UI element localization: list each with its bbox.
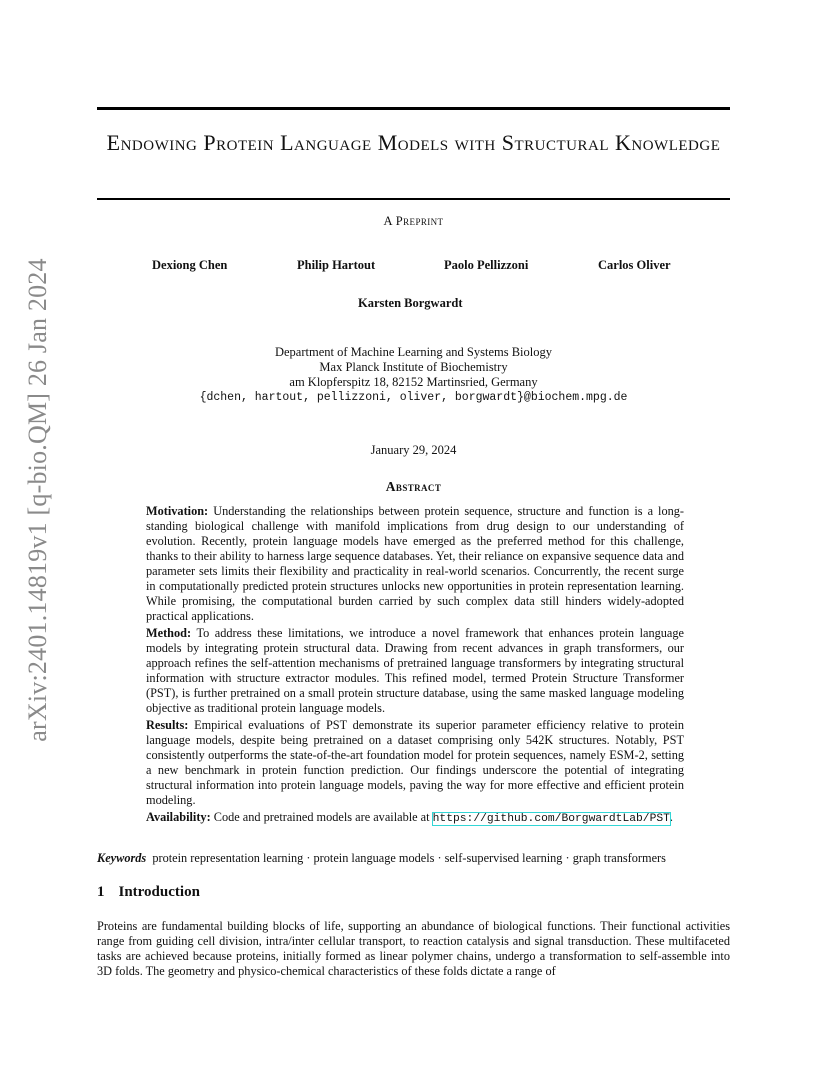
title-rule-top bbox=[97, 107, 730, 110]
author-5: Karsten Borgwardt bbox=[358, 296, 463, 310]
affiliation bbox=[97, 345, 730, 405]
method-text: To address these limitations, we introduce a novel framework that enhances protein language models by integrating protein structural data. Drawing from recent advances in graph transformers, our approach refines the self-attention mechanisms of pretrained language transformers by integrating structural information with structure extractor modules. This refined model, termed Protein Structure Transformer (PST), is further pretrained on a small protein structure database, using the same masked language modeling objective as traditional protein language models. bbox=[146, 626, 684, 715]
availability-end: . bbox=[669, 810, 673, 824]
abstract-motivation bbox=[146, 504, 684, 624]
results-label: Results: bbox=[146, 718, 189, 732]
author-3: Paolo Pellizzoni bbox=[444, 258, 529, 272]
paper-title: Endowing Protein Language Models with Structural Knowledge bbox=[106, 130, 721, 155]
availability-label: Availability: bbox=[146, 810, 211, 824]
keywords bbox=[97, 851, 737, 866]
results-text: Empirical evaluations of PST demonstrate its superior parameter efficiency relative to protein language models, despite being pretrained on a dataset comprising only 542K structures. Notably, PST consistently outperforms the state-of-the-art foundation model for protein sequences, namely ESM-2, setting a new benchmark in protein function prediction. Our findings underscore the potential of integrating structural information into protein language models, paving the way for more effective and efficient protein modeling. bbox=[146, 718, 684, 807]
abstract-results bbox=[146, 718, 684, 808]
title-rule-bottom bbox=[97, 198, 730, 200]
section-number: 1 bbox=[97, 884, 105, 900]
affiliation-institute: Max Planck Institute of Biochemistry bbox=[319, 360, 508, 374]
availability-text: Code and pretrained models are available at bbox=[213, 810, 430, 824]
section-heading-introduction bbox=[97, 884, 200, 901]
author-2: Philip Hartout bbox=[297, 258, 376, 272]
method-label: Method: bbox=[146, 626, 192, 640]
github-link[interactable]: https://github.com/BorgwardtLab/PST bbox=[432, 813, 670, 825]
abstract-method bbox=[146, 626, 684, 716]
author-1: Dexiong Chen bbox=[152, 258, 228, 272]
keywords-text: protein representation learning · protein language models · self-supervised learning · graph transformers bbox=[152, 851, 666, 865]
affiliation-address: am Klopferspitz 18, 82152 Martinsried, Germany bbox=[289, 375, 538, 389]
motivation-label: Motivation: bbox=[146, 504, 209, 518]
affiliation-emails: {dchen, hartout, pellizzoni, oliver, borgwardt}@biochem.mpg.de bbox=[199, 391, 628, 404]
paper-date: January 29, 2024 bbox=[370, 443, 457, 457]
arxiv-stamp-text: arXiv:2401.14819v1 [q-bio.QM] 26 Jan 2024 bbox=[23, 258, 52, 742]
preprint-label: A Preprint bbox=[383, 214, 444, 228]
introduction-text: Proteins are fundamental building blocks of life, supporting an abundance of biological functions. Their functional activities range from guiding cell division, intra/inter cellular transport, to reaction catalysis and signal transduction. These multifaceted tasks are achieved because proteins, initially formed as linear polymer chains, undergo a transformation to self-assemble into 3D folds. The geometry and physico-chemical characteristics of these folds dictate a range of bbox=[97, 919, 730, 978]
abstract-heading: Abstract bbox=[385, 479, 442, 494]
keywords-label: Keywords bbox=[97, 851, 147, 865]
motivation-text: Understanding the relationships between protein sequence, structure and function is a long-standing biological challenge with manifold implications from drug design to our understanding of evolution. Recently, protein language models have emerged as the preferred method for this challenge, thanks to their ability to harness large sequence databases. Yet, their reliance on expansive sequence data and parameter sets limits their flexibility and practicality in real-world scenarios. Concurrently, the recent surge in computationally predicted protein structures unlocks new opportunities in protein representation learning. While promising, the computational burden carried by such complex data still hinders widely-adopted practical applications. bbox=[146, 504, 685, 623]
abstract-body bbox=[146, 504, 684, 829]
abstract-availability bbox=[146, 810, 684, 827]
section-title: Introduction bbox=[118, 884, 200, 900]
affiliation-dept: Department of Machine Learning and Systems Biology bbox=[274, 345, 553, 359]
author-4: Carlos Oliver bbox=[598, 258, 671, 272]
